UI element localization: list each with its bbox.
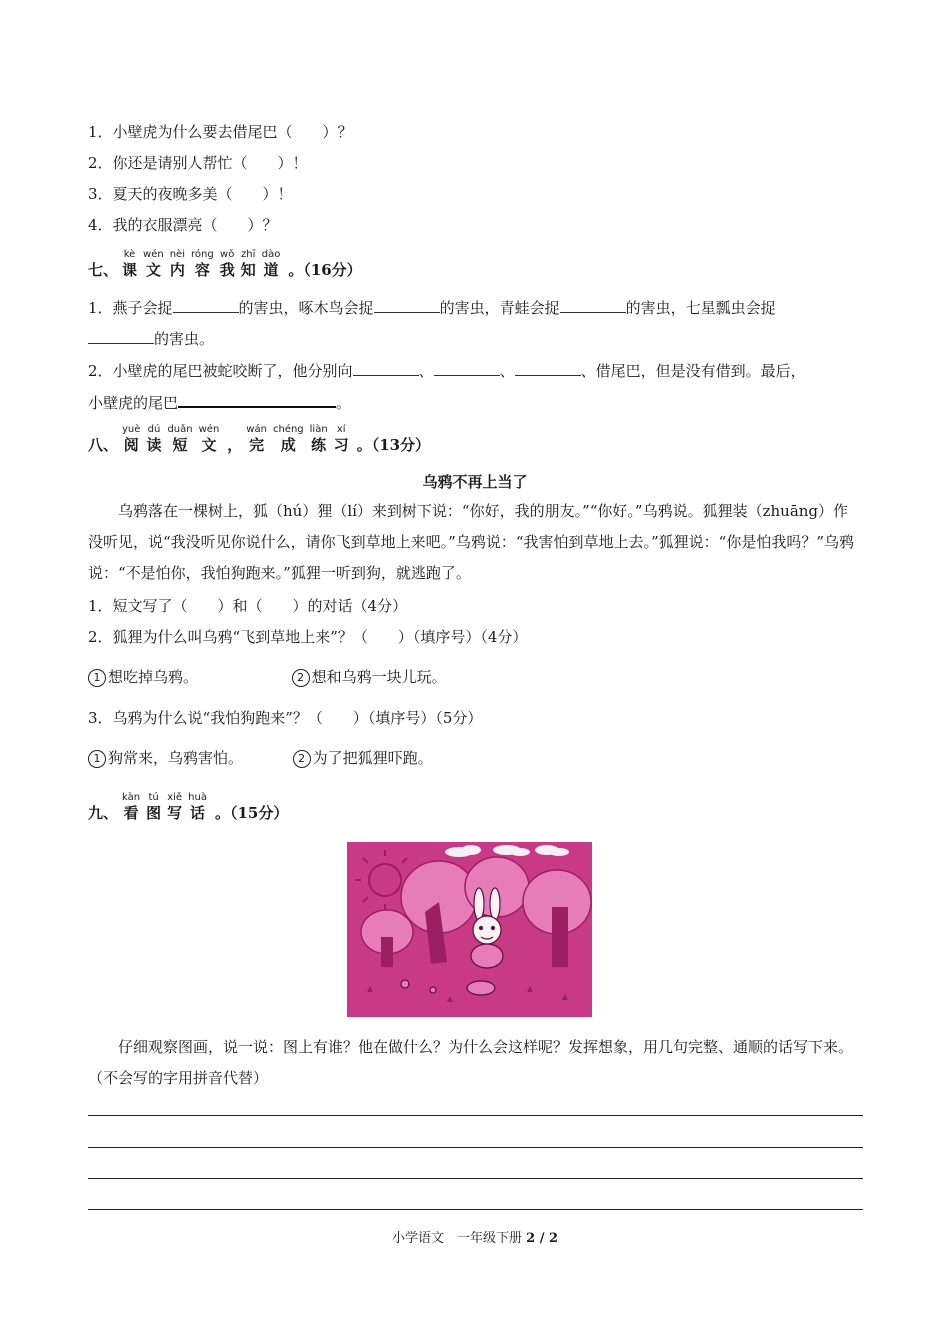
pinyin: wǒ bbox=[220, 249, 235, 260]
s8-q2-option-1: 想吃掉乌鸦。 bbox=[108, 668, 199, 686]
heading-char: 文 bbox=[145, 261, 161, 279]
heading-char: 写 bbox=[167, 804, 183, 822]
pinyin: duǎn bbox=[167, 424, 193, 435]
section9-score: 。（15分） bbox=[214, 804, 289, 822]
footer-text: 小学语文 一年级下册 bbox=[391, 1231, 522, 1246]
pinyin: róng bbox=[190, 249, 214, 260]
pinyin: huà bbox=[188, 792, 207, 803]
pinyin: chéng bbox=[272, 424, 304, 435]
s7-q1-line2 bbox=[88, 328, 214, 349]
heading-char: 知 bbox=[240, 261, 256, 279]
heading-char: 看 bbox=[123, 804, 139, 822]
s8-q2: 2．狐狸为什么叫乌鸦“飞到草地上来”？（ ）（填序号）（4分） bbox=[88, 628, 528, 646]
pinyin: dú bbox=[147, 424, 161, 435]
s8-q3-option-1: 狗常来，乌鸦害怕。 bbox=[108, 749, 244, 767]
heading-char: 内 bbox=[169, 261, 185, 279]
heading-char: 读 bbox=[146, 436, 162, 454]
s7-q2-text: 。 bbox=[336, 394, 352, 412]
heading-char: 图 bbox=[146, 804, 162, 822]
separator: 、 bbox=[499, 362, 515, 380]
comma: ， bbox=[227, 436, 243, 454]
section7-score: 。（16分） bbox=[288, 261, 362, 279]
writing-line[interactable] bbox=[88, 1147, 863, 1148]
s7-q2-text: 小壁虎的尾巴 bbox=[88, 394, 179, 412]
fill-blank[interactable] bbox=[88, 329, 154, 344]
option-number-circle: 1 bbox=[88, 669, 106, 687]
section7-heading bbox=[88, 249, 362, 279]
option-number-circle: 2 bbox=[293, 750, 311, 768]
heading-char: 完 bbox=[249, 436, 265, 454]
fill-blank[interactable] bbox=[515, 361, 581, 376]
heading-char: 成 bbox=[280, 436, 296, 454]
heading-char: 短 bbox=[172, 436, 188, 454]
pinyin: wén bbox=[143, 249, 164, 260]
s7-q2-line2 bbox=[88, 392, 351, 413]
section9-number: 九、 bbox=[88, 804, 119, 822]
s8-q2-options bbox=[88, 666, 447, 687]
s8-q1: 1．短文写了（ ）和（ ）的对话（4分） bbox=[88, 597, 408, 615]
pinyin: dào bbox=[261, 249, 281, 260]
separator: 、 bbox=[418, 362, 434, 380]
section8-score: 。（13分） bbox=[356, 436, 431, 454]
s8-q3-options bbox=[88, 747, 433, 768]
s7-q1-line1 bbox=[88, 297, 776, 318]
pinyin: xiě bbox=[167, 792, 183, 803]
pinyin: wán bbox=[246, 424, 267, 435]
pinyin: nèi bbox=[169, 249, 185, 260]
heading-char: 练 bbox=[311, 436, 327, 454]
page-number: 2 / 2 bbox=[526, 1231, 559, 1246]
s7-q1-text: 的害虫。 bbox=[154, 330, 215, 348]
s9-prompt: 仔细观察图画，说一说：图上有谁？他在做什么？为什么会这样呢？发挥想象，用几句完整、通顺的话写下来。（不会写的字用拼音代替） bbox=[88, 1038, 854, 1087]
s8-q3: 3．乌鸦为什么说“我怕狗跑来”？（ ）（填序号）（5分） bbox=[88, 709, 483, 727]
s7-q2-text: 2．小壁虎的尾巴被蛇咬断了，他分别向 bbox=[88, 362, 353, 380]
fill-blank[interactable] bbox=[560, 298, 626, 313]
s6-item-2: 2．你还是请别人帮忙（ ）！ bbox=[88, 154, 308, 172]
s7-q1-text: 的害虫，七星瓢虫会捉 bbox=[625, 299, 776, 317]
option-number-circle: 2 bbox=[292, 669, 310, 687]
fill-blank[interactable] bbox=[173, 298, 239, 313]
pinyin: kàn bbox=[122, 792, 141, 803]
heading-char: 习 bbox=[333, 436, 349, 454]
section7-number: 七、 bbox=[88, 261, 119, 279]
s7-q1-text: 的害虫，啄木鸟会捉 bbox=[238, 299, 374, 317]
writing-line[interactable] bbox=[88, 1115, 863, 1116]
pinyin: yuè bbox=[122, 424, 141, 435]
pinyin: tú bbox=[148, 792, 159, 803]
heading-char: 道 bbox=[263, 261, 279, 279]
section8-heading bbox=[88, 424, 430, 454]
pinyin: zhī bbox=[241, 249, 256, 260]
s7-q2-line1 bbox=[88, 360, 806, 381]
heading-char: 话 bbox=[190, 804, 206, 822]
pinyin: wén bbox=[198, 424, 220, 435]
story-paragraph: 乌鸦落在一棵树上，狐（hú）狸（lí）来到树下说：“你好，我的朋友。”“你好。”乌鸦说。狐狸装（zhuāng）作没听见，说“我没听见你说什么，请你飞到草地上来吧。”乌鸦说：“我害怕到草地上去。”狐狸说：“你是怕我吗？”乌鸦说：“不是怕你，我怕狗跑来。”狐狸一听到狗，就逃跑了。 bbox=[88, 502, 855, 582]
s6-item-3: 3．夏天的夜晚多美（ ）！ bbox=[88, 185, 293, 203]
pinyin: liàn bbox=[309, 424, 328, 435]
heading-char: 课 bbox=[122, 261, 138, 279]
crying-rabbit-picture bbox=[347, 842, 592, 1017]
fill-blank[interactable] bbox=[434, 361, 500, 376]
heading-char: 文 bbox=[201, 436, 217, 454]
writing-line[interactable] bbox=[88, 1178, 863, 1179]
heading-char: 我 bbox=[219, 261, 235, 279]
story-title: 乌鸦不再上当了 bbox=[422, 473, 528, 491]
s8-q2-option-2: 想和乌鸦一块儿玩。 bbox=[311, 668, 447, 686]
s8-q3-option-2: 为了把狐狸吓跑。 bbox=[312, 749, 433, 767]
fill-blank[interactable] bbox=[353, 361, 419, 376]
s7-q1-text: 的害虫，青蛙会捉 bbox=[439, 299, 560, 317]
heading-char: 阅 bbox=[123, 436, 139, 454]
s7-q1-text: 1．燕子会捉 bbox=[88, 299, 173, 317]
s7-q2-text: 、借尾巴，但是没有借到。最后， bbox=[580, 362, 806, 380]
s6-item-1: 1．小壁虎为什么要去借尾巴（ ）？ bbox=[88, 123, 353, 141]
heading-char: 容 bbox=[194, 261, 210, 279]
s6-item-4: 4．我的衣服漂亮（ ）？ bbox=[88, 216, 278, 234]
option-number-circle: 1 bbox=[88, 750, 106, 768]
pinyin: kè bbox=[123, 249, 136, 260]
section8-number: 八、 bbox=[88, 436, 119, 454]
pinyin: xí bbox=[336, 424, 346, 435]
fill-blank[interactable] bbox=[374, 298, 440, 313]
fill-blank[interactable] bbox=[178, 392, 336, 408]
writing-line[interactable] bbox=[88, 1209, 863, 1210]
page-footer bbox=[0, 1227, 950, 1246]
section9-heading bbox=[88, 792, 288, 822]
